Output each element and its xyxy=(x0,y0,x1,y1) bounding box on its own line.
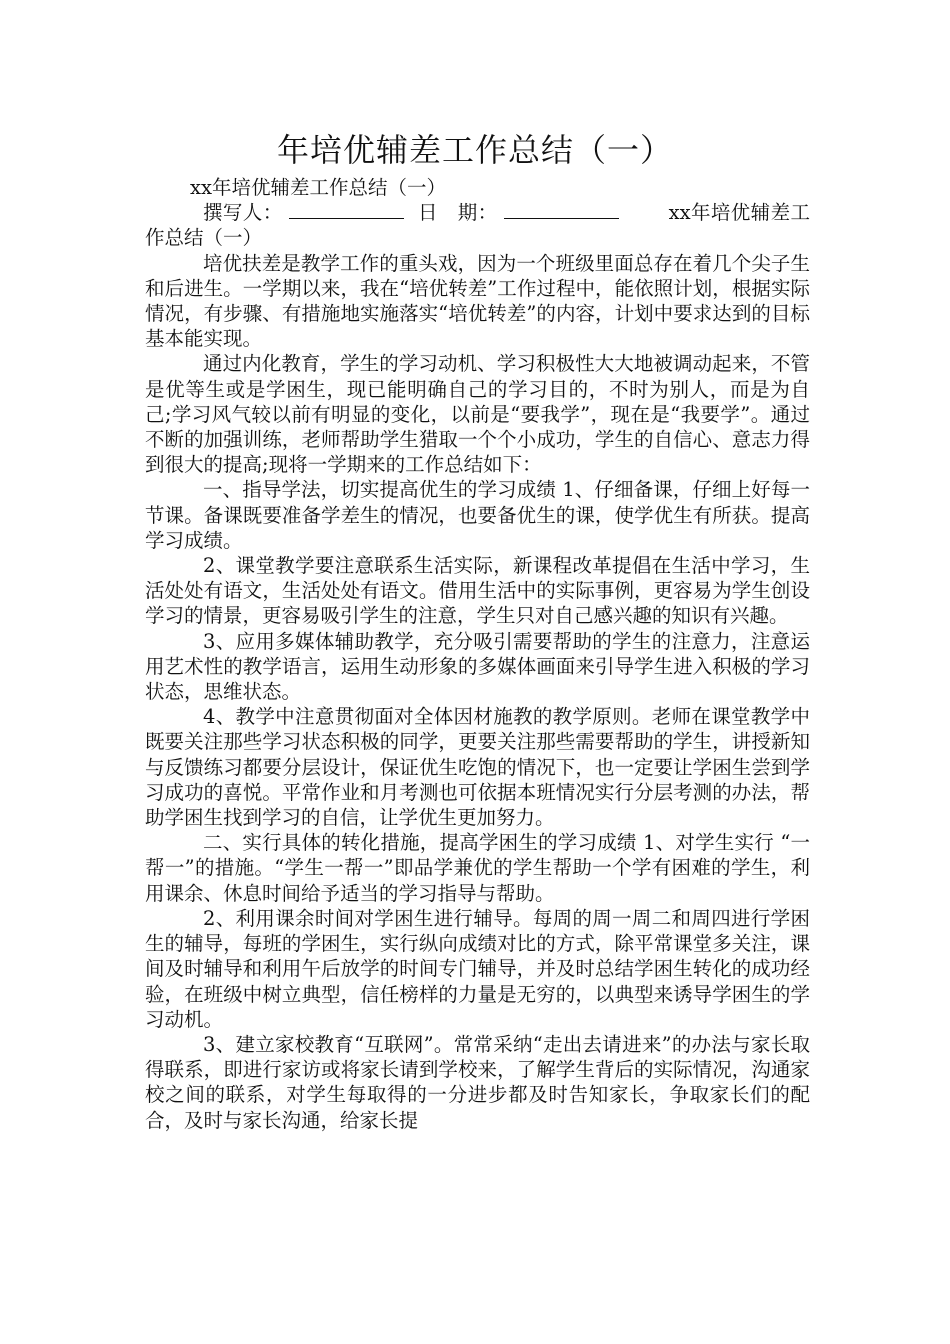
paragraph: 3、建立家校教育“互联网”。常常采纳“走出去请进来”的办法与家长取得联系，即进行家访或将家长请到学校来，了解学生背后的实际情况，沟通家校之间的联系，对学生每取得的一分进步都及时告知家长，争取家长们的配合，及时与家长沟通，给家长提 xyxy=(145,1032,810,1132)
document-body xyxy=(145,175,810,1133)
paragraph: 通过内化教育，学生的学习动机、学习积极性大大地被调动起来，不管是优等生或是学困生，现已能明确自己的学习目的，不时为别人，而是为自己;学习风气较以前有明显的变化，以前是“要我学”，现在是“我要学”。通过不断的加强训练，老师帮助学生猎取一个个小成功，学生的自信心、意志力得到很大的提高;现将一学期来的工作总结如下： xyxy=(145,352,810,477)
date-blank xyxy=(504,200,619,219)
meta-trailing-text: xx年培优辅差工作总结（一） xyxy=(145,201,810,250)
paragraph: 2、课堂教学要注意联系生活实际，新课程改革提倡在生活中学习，生活处处有语文，生活处处有语文。借用生活中的实际事例，更容易为学生创设学习的情景，更容易吸引学生的注意，学生只对自己感兴趣的知识有兴趣。 xyxy=(145,554,810,628)
paragraph: 4、教学中注意贯彻面对全体因材施教的教学原则。老师在课堂教学中既要关注那些学习状态积极的同学，更要关注那些需要帮助的学生，讲授新知与反馈练习都要分层设计，保证优生吃饱的情况下，也一定要让学困生尝到学习成功的喜悦。平常作业和月考测也可依据本班情况实行分层考测的办法，帮助学困生找到学习的自信，让学优生更加努力。 xyxy=(145,705,810,830)
paragraph: 培优扶差是教学工作的重头戏，因为一个班级里面总存在着几个尖子生和后进生。一学期以来，我在“培优转差”工作过程中，能依照计划，根据实际情况，有步骤、有措施地实施落实“培优转差”的内容，计划中要求达到的目标基本能实现。 xyxy=(145,251,810,351)
paragraph: 2、利用课余时间对学困生进行辅导。每周的周一周二和周四进行学困生的辅导，每班的学困生，实行纵向成绩对比的方式，除平常课堂多关注，课间及时辅导和利用午后放学的时间专门辅导，并及时总结学困生转化的成功经验，在班级中树立典型，信任榜样的力量是无穷的，以典型来诱导学困生的学习动机。 xyxy=(145,906,810,1031)
paragraph: 3、应用多媒体辅助教学，充分吸引需要帮助的学生的注意力，注意运用艺术性的教学语言，运用生动形象的多媒体画面来引导学生进入积极的学习状态，思维状态。 xyxy=(145,629,810,704)
date-label: 日 期： xyxy=(417,201,498,225)
meta-line xyxy=(145,200,810,250)
paragraph: 二、实行具体的转化措施，提高学困生的学习成绩 1、对学生实行 “一帮一”的措施。“学生一帮一”即品学兼优的学生帮助一个学有困难的学生，利用课余、休息时间给予适当的学习指导与帮助。 xyxy=(145,831,810,905)
paragraph: 一、指导学法，切实提高优生的学习成绩 1、仔细备课，仔细上好每一节课。备课既要准备学差生的情况，也要备优生的课，使学优生有所获。提高学习成绩。 xyxy=(145,478,810,552)
document-title: 年培优辅差工作总结（一） xyxy=(276,131,673,169)
author-label: 撰写人： xyxy=(203,201,283,225)
author-blank xyxy=(289,200,404,219)
document-subtitle: xx年培优辅差工作总结（一） xyxy=(190,176,446,199)
